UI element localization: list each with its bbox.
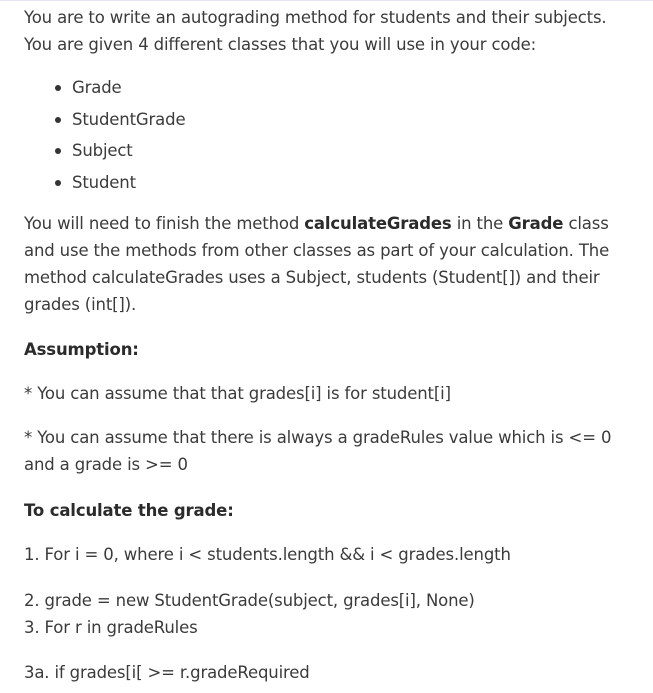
calculation-step-2: 2. grade = new StudentGrade(subject, grades[i], None) [24, 591, 475, 610]
calculation-step-3a: 3a. if grades[i[ >= r.gradeRequired [24, 663, 310, 682]
method-name: calculateGrades [304, 214, 452, 233]
class-list-item: Grade [24, 72, 639, 104]
class-list-item: Subject [24, 135, 639, 167]
method-text-middle: in the [451, 214, 509, 233]
calculation-heading: To calculate the grade: [24, 501, 234, 520]
class-name: Grade [508, 214, 564, 233]
class-list [24, 72, 639, 198]
top-divider [0, 0, 653, 1]
method-text-after: class and use the methods from other classes as part of your calculation. The method calculateGrades uses a Subject, students (Student[]) and their grades (int[]). [24, 214, 610, 314]
assumption-item: * You can assume that that grades[i] is for student[i] [24, 384, 451, 403]
calculation-step-1: 1. For i = 0, where i < students.length && i < grades.length [24, 545, 511, 564]
calculation-step-3: 3. For r in gradeRules [24, 618, 198, 637]
problem-description [24, 4, 639, 686]
method-paragraph [24, 210, 639, 318]
assumption-heading: Assumption: [24, 340, 139, 359]
class-list-item: StudentGrade [24, 104, 639, 136]
method-text-before: You will need to finish the method [24, 214, 305, 233]
class-list-item: Student [24, 167, 639, 199]
intro-paragraph: You are to write an autograding method for students and their subjects. You are given 4 different classes that you will use in your code: [24, 8, 607, 54]
assumption-item: * You can assume that there is always a gradeRules value which is <= 0 and a grade is >= 0 [24, 428, 612, 474]
